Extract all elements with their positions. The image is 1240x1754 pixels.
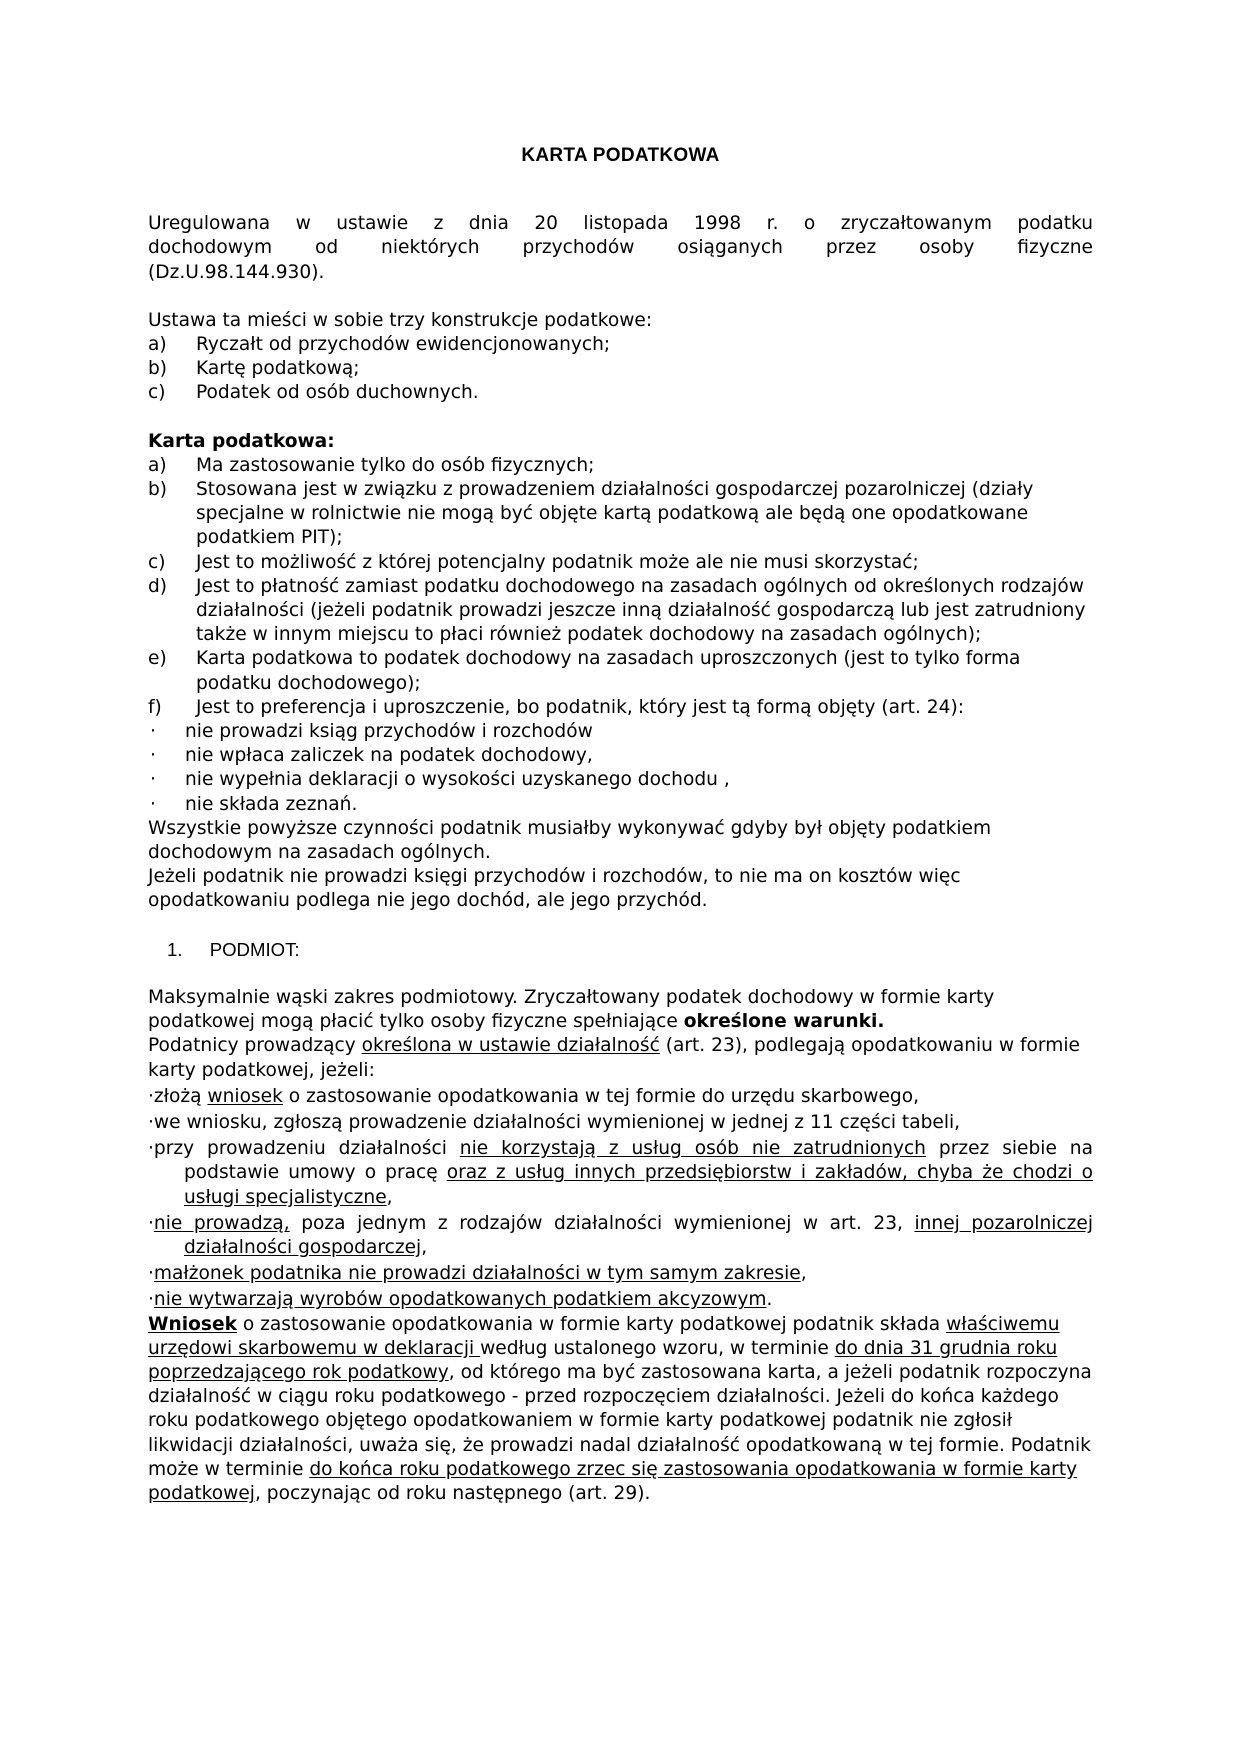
list-item: b) Stosowana jest w związku z prowadzeniem działalności gospodarczej pozarolniczej (działy specjalne w rolnictwie nie mogą być objęte kartą podatkową ale będą one opodatkowane podatkiem PIT); [148,479,1034,549]
bullet-item: · nie prowadzi ksiąg przychodów i rozchodów [150,721,593,743]
bullet-item: · nie wpłaca zaliczek na podatek dochodowy, [150,745,593,767]
intro-line: dochodowym od niektórych przychodów osiąganych przez osoby fizyczne [148,237,1093,259]
condition-item: ·nie wytwarzają wyrobów opodatkowanych podatkiem akcyzowym. [148,1289,773,1311]
intro-line: (Dz.U.98.144.930). [148,261,325,283]
condition-item: ·we wniosku, zgłoszą prowadzenie działalności wymienionej w jednej z 11 części tabeli, [148,1111,961,1133]
section-number: 1. [167,938,183,960]
list-item: c) Jest to możliwość z której potencjalny podatnik może ale nie musi skorzystać; [148,551,919,573]
list-item: a) Ma zastosowanie tylko do osób fizycznych; [148,454,595,476]
wniosek-paragraph: Wniosek o zastosowanie opodatkowania w formie karty podatkowej podatnik składa właściwemu urzędowi skarbowemu w deklaracji według ustalonego wzoru, w terminie do dnia 31 grudnia roku poprzedzającego rok podatkowy, od którego ma być zastosowana karta, a jeżeli podatnik rozpoczyna działalność w ciągu roku podatkowego - przed rozpoczęciem działalności. Jeżeli do końca każdego roku podatkowego objętego opodatkowaniem w formie karty podatkowej podatnik nie zgłosił likwidacji działalności, uważa się, że prowadzi nadal działalność opodatkowaną w tej formie. Podatnik może w terminie do końca roku podatkowego zrzec się zastosowania opodatkowania w formie karty podatkowej, poczynając od roku następnego (art. 29). [148,1313,1092,1504]
intro-line: Uregulowana w ustawie z dnia 20 listopada 1998 r. o zryczałtowanym podatku [148,213,1093,235]
bullet-item: · nie wypełnia deklaracji o wysokości uzyskanego dochodu , [150,769,730,791]
list-item: a) Ryczałt od przychodów ewidencjonowanych; [148,334,611,356]
condition-item: ·złożą wniosek o zastosowanie opodatkowania w tej formie do urzędu skarbowego, [148,1085,919,1107]
constructions-lead: Ustawa ta mieści w sobie trzy konstrukcje podatkowe: [148,309,653,331]
document-title: KARTA PODATKOWA [521,145,720,166]
list-item: c) Podatek od osób duchownych. [148,382,479,404]
list-item: f) Jest to preferencja i uproszczenie, bo podatnik, który jest tą formą objęty (art. 24): [148,696,964,718]
condition-item: ·małżonek podatnika nie prowadzi działalności w tym samym zakresie, [148,1263,807,1285]
list-item: e) Karta podatkowa to podatek dochodowy na zasadach uproszczonych (jest to tylko forma podatku dochodowego); [148,648,1021,694]
condition-item: ·nie prowadzą, poza jednym z rodzajów działalności wymienionej w art. 23, innej pozarolniczej działalności gospodarczej, [148,1212,1093,1258]
document-body [148,144,1093,1506]
karta-heading: Karta podatkowa: [148,430,335,452]
paragraph: Jeżeli podatnik nie prowadzi księgi przychodów i rozchodów, to nie ma on kosztów więc opodatkowaniu podlega nie jego dochód, ale jego przychód. [148,866,961,912]
section-title: PODMIOT: [209,938,300,960]
paragraph: Wszystkie powyższe czynności podatnik musiałby wykonywać gdyby był objęty podatkiem dochodowym na zasadach ogólnych. [148,817,992,864]
paragraph: Maksymalnie wąski zakres podmiotowy. Zryczałtowany podatek dochodowy w formie karty podatkowej mogą płacić tylko osoby fizyczne spełniające określone warunki. [148,986,995,1033]
condition-item: ·przy prowadzeniu działalności nie korzystają z usług osób nie zatrudnionych przez siebie na podstawie umowy o pracę oraz z usług innych przedsiębiorstw i zakładów, chyba że chodzi o usługi specjalistyczne, [148,1138,1093,1208]
intro-paragraph [148,212,1093,285]
bullet-item: · nie składa zeznań. [150,793,358,815]
list-item: b) Kartę podatkową; [148,358,360,380]
paragraph: Podatnicy prowadzący określona w ustawie działalność (art. 23), podlegają opodatkowaniu w formie karty podatkowej, jeżeli: [148,1035,1080,1081]
section-heading [148,938,1093,962]
list-item: d) Jest to płatność zamiast podatku dochodowego na zasadach ogólnych od określonych rodzajów działalności (jeżeli podatnik prowadzi jeszcze inną działalność gospodarczą lub jest zatrudniony także w innym miejscu to płaci również podatek dochodowy na zasadach ogólnych); [148,575,1086,646]
